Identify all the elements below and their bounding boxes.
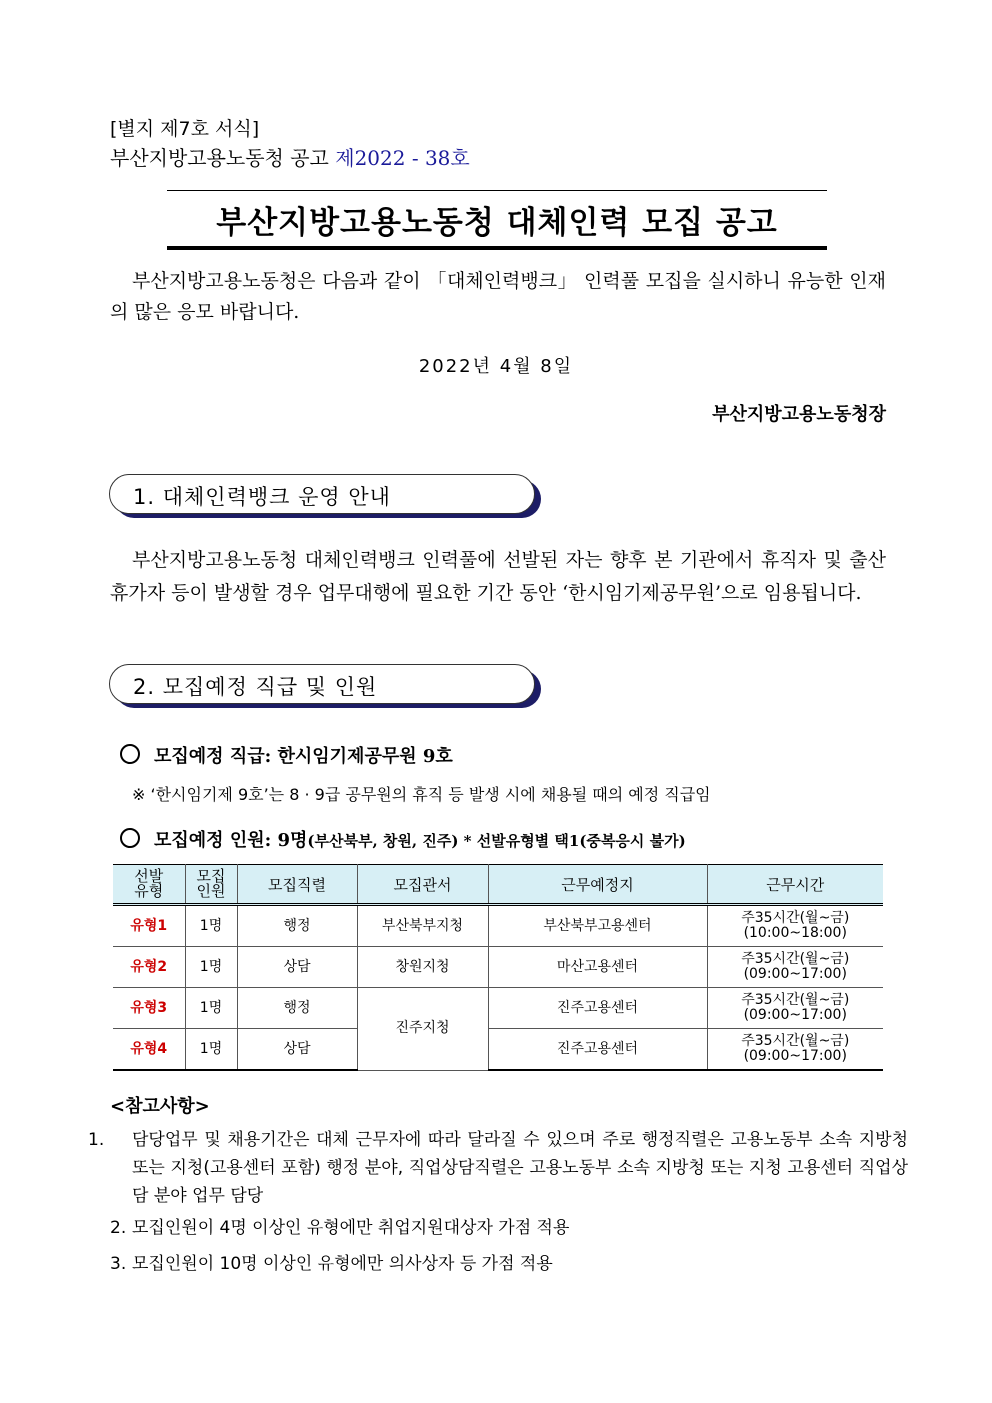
- table-header-row: [113, 865, 883, 905]
- series-cell: 행정: [237, 905, 357, 947]
- reference-item: [110, 1250, 886, 1278]
- type-cell: 유형1: [113, 905, 185, 947]
- col-header-type: 선발 유형: [113, 865, 185, 905]
- type-cell: 유형2: [113, 947, 185, 988]
- series-cell: 행정: [237, 988, 357, 1029]
- office-cell: 진주지청: [357, 988, 488, 1071]
- reference-text: 모집인원이 4명 이상인 유형에만 취업지원대상자 가점 적용: [132, 1218, 570, 1238]
- grade-text: 모집예정 직급: 한시임기제공무원 9호: [154, 746, 453, 767]
- reference-item: [88, 1126, 908, 1210]
- count-cell: 1명: [185, 947, 237, 988]
- section-1-header: [109, 474, 541, 518]
- hours-cell: [707, 1029, 883, 1071]
- reference-text: 모집인원이 10명 이상인 유형에만 의사상자 등 가점 적용: [132, 1254, 553, 1274]
- notice-number-line: [110, 142, 470, 171]
- signer: 부산지방고용노동청장: [712, 404, 886, 425]
- notice-number: 제2022 - 38호: [335, 146, 470, 170]
- title-bottom-rule: [167, 246, 827, 250]
- place-cell: 부산북부고용센터: [488, 905, 707, 947]
- hours-text: 주35시간(월~금): [741, 910, 850, 926]
- notice-date: 2022년 4월 8일: [418, 356, 574, 377]
- table-row: [113, 1029, 883, 1071]
- count-cell: 1명: [185, 1029, 237, 1071]
- reference-heading: <참고사항>: [110, 1096, 210, 1117]
- col-header-place: 근무예정지: [488, 865, 707, 905]
- form-label: [별지 제7호 서식]: [110, 118, 260, 140]
- col-header-office: 모집관서: [357, 865, 488, 905]
- series-cell: 상담: [237, 1029, 357, 1071]
- count-line: [120, 826, 686, 852]
- office-cell: 창원지청: [357, 947, 488, 988]
- section-1-label: 1. 대체인력뱅크 운영 안내: [133, 485, 391, 509]
- title-block: [167, 190, 827, 250]
- hours-text: 주35시간(월~금): [741, 992, 850, 1008]
- reference-num: 1.: [88, 1130, 105, 1150]
- grade-note: ※ ‘한시임기제 9호’는 8 · 9급 공무원의 휴직 등 발생 시에 채용될 때의 예정 직급임: [132, 785, 711, 804]
- hours-cell: [707, 905, 883, 947]
- section-2-label: 2. 모집예정 직급 및 인원: [133, 675, 378, 699]
- place-cell: 진주고용센터: [488, 1029, 707, 1071]
- count-detail: (부산북부, 창원, 진주): [307, 832, 459, 850]
- type-cell: 유형3: [113, 988, 185, 1029]
- time-text: (09:00~17:00): [743, 1007, 847, 1023]
- table-row: [113, 988, 883, 1029]
- section-2-header: [109, 664, 541, 708]
- reference-num: 2.: [110, 1218, 127, 1238]
- count-cell: 1명: [185, 905, 237, 947]
- reference-num: 3.: [110, 1254, 127, 1274]
- col-header-series: 모집직렬: [237, 865, 357, 905]
- table-row: [113, 947, 883, 988]
- place-cell: 진주고용센터: [488, 988, 707, 1029]
- type-cell: 유형4: [113, 1029, 185, 1071]
- count-tail: * 선발유형별 택1(중복응시 불가): [458, 832, 686, 850]
- time-text: (09:00~17:00): [743, 966, 847, 982]
- circle-bullet-icon: [120, 744, 140, 764]
- section-1-body: 부산지방고용노동청 대체인력뱅크 인력풀에 선발된 자는 향후 본 기관에서 휴직자 및 출산휴가자 등이 발생할 경우 업무대행에 필요한 기간 동안 ‘한시임기제공무원’으로 임용됩니다.: [110, 549, 886, 604]
- hours-text: 주35시간(월~금): [741, 1033, 850, 1049]
- reference-text: 담당업무 및 채용기간은 대체 근무자에 따라 달라질 수 있으며 주로 행정직렬은 고용노동부 소속 지방청 또는 지청(고용센터 포함) 행정 분야, 직업상담직렬은 고용노동부 소속 지방청 또는 지청 고용센터 직업상담 분야 업무 담당: [132, 1130, 908, 1206]
- recruitment-table: [113, 864, 883, 1071]
- col-header-count: 모집 인원: [185, 865, 237, 905]
- place-cell: 마산고용센터: [488, 947, 707, 988]
- notice-prefix: 부산지방고용노동청 공고: [110, 146, 329, 170]
- count-cell: 1명: [185, 988, 237, 1029]
- grade-line: [120, 742, 453, 768]
- reference-item: [110, 1214, 886, 1242]
- series-cell: 상담: [237, 947, 357, 988]
- time-text: (09:00~17:00): [743, 1048, 847, 1064]
- hours-text: 주35시간(월~금): [741, 951, 850, 967]
- circle-bullet-icon: [120, 828, 140, 848]
- col-header-hours: 근무시간: [707, 865, 883, 905]
- time-text: (10:00~18:00): [743, 925, 847, 941]
- hours-cell: [707, 988, 883, 1029]
- table-row: [113, 905, 883, 947]
- count-main: 모집예정 인원: 9명: [154, 830, 308, 851]
- intro-paragraph: 부산지방고용노동청은 다음과 같이 「대체인력뱅크」 인력풀 모집을 실시하니 유능한 인재의 많은 응모 바랍니다.: [110, 270, 886, 323]
- page-title: 부산지방고용노동청 대체인력 모집 공고: [216, 205, 778, 241]
- office-cell: 부산북부지청: [357, 905, 488, 947]
- hours-cell: [707, 947, 883, 988]
